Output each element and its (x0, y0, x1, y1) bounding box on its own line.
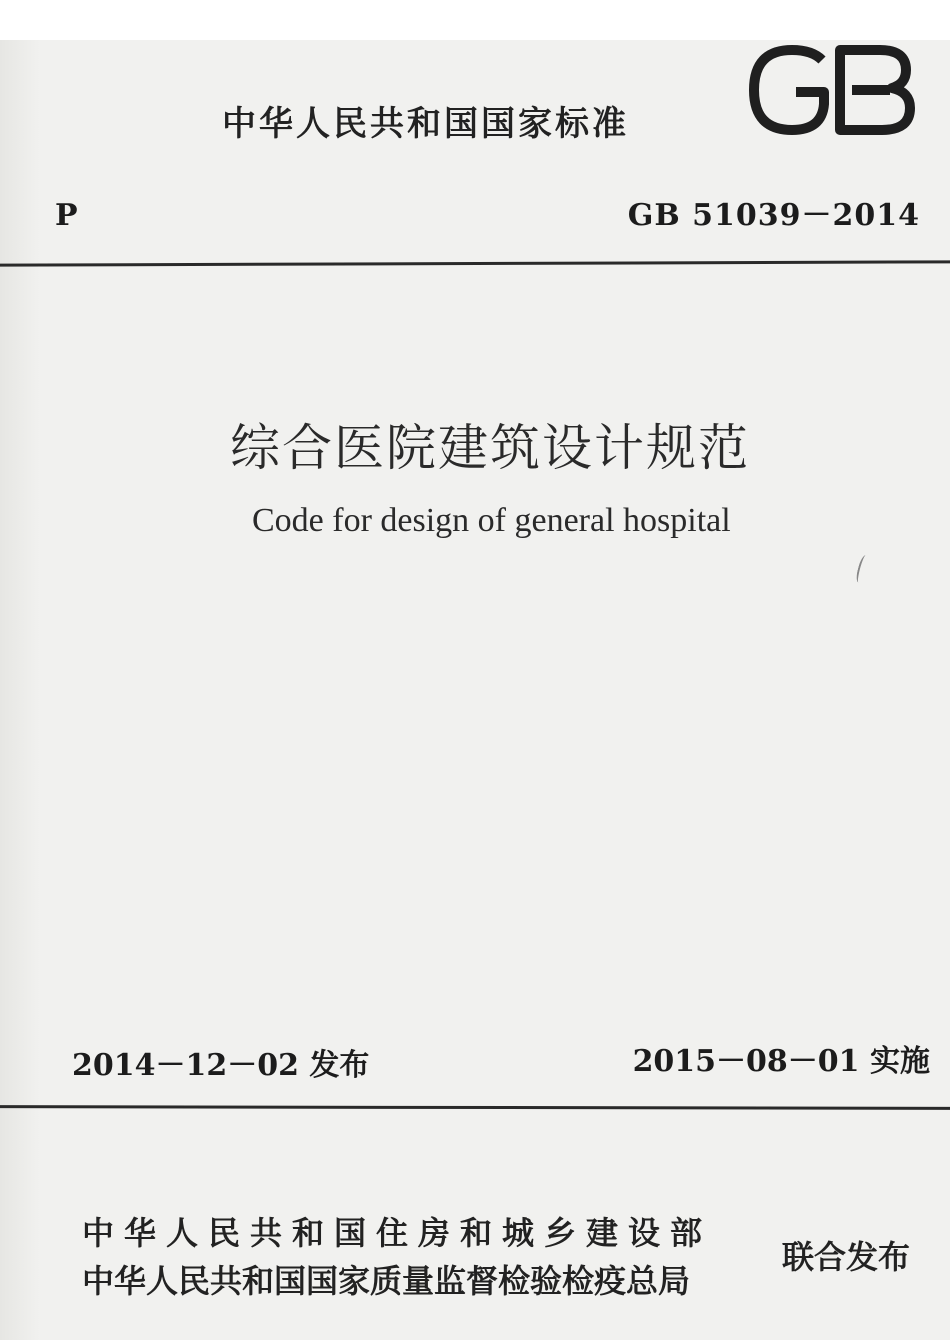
issuer-aqsiq: 中华人民共和国国家质量监督检验检疫总局 (82, 1262, 691, 1300)
standard-category: P (55, 198, 78, 233)
title-chinese: 综合医院建筑设计规范 (230, 419, 750, 477)
scan-top-band (0, 0, 950, 40)
header-title: 中华人民共和国国家标准 (222, 104, 629, 144)
issue-date: 2014－12－02 发布 (72, 1048, 370, 1083)
joint-issue-label: 联合发布 (782, 1238, 911, 1276)
scan-mark (855, 554, 870, 583)
effective-date: 2015－08－01 实施 (632, 1044, 930, 1079)
scan-left-edge (0, 40, 40, 1340)
title-english: Code for design of general hospital (252, 502, 731, 539)
issuer-ministry: 中华人民共和国住房和城乡建设部 (82, 1214, 713, 1252)
bottom-divider (0, 1105, 950, 1110)
standard-number: GB 51039－2014 (627, 198, 920, 233)
top-divider (0, 260, 950, 266)
gb-logo (744, 42, 920, 138)
